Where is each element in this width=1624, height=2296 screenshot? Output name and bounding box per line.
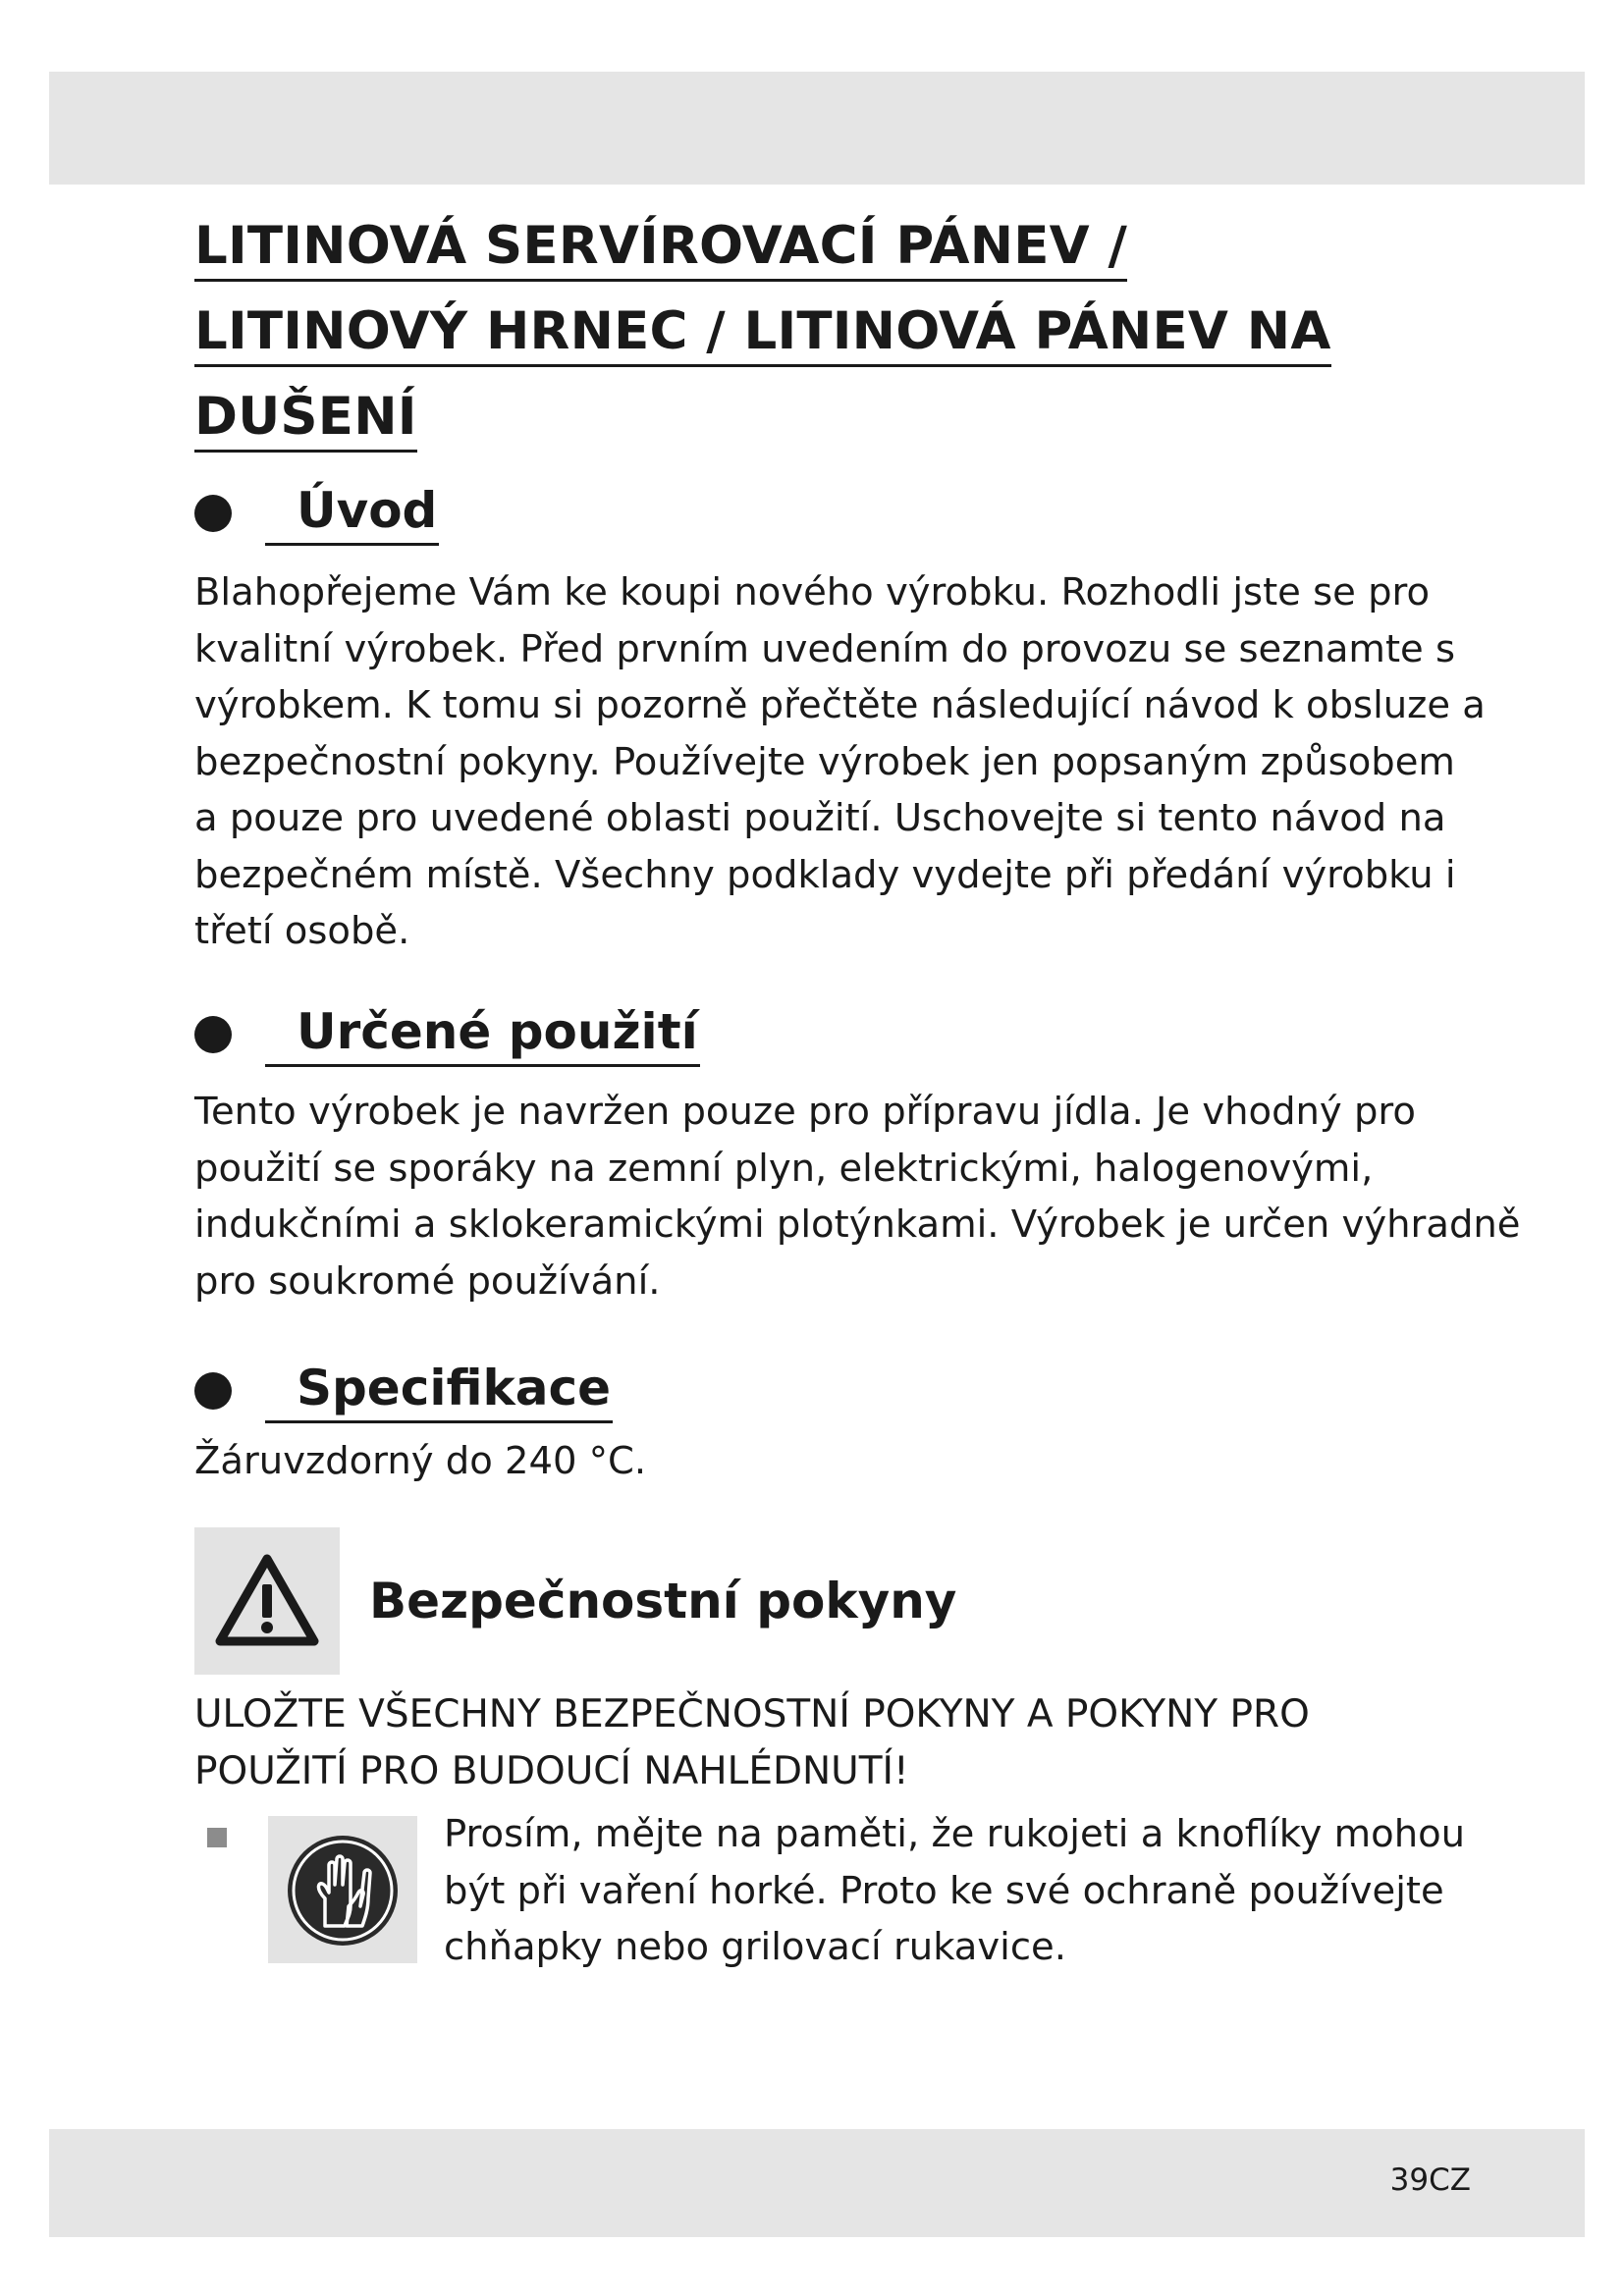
safety-caps-notice (194, 1686, 1310, 1800)
protective-gloves-icon (268, 1816, 417, 1963)
intro-line: výrobkem. K tomu si pozorně přečtěte následující návod k obsluze a (194, 683, 1486, 727)
footer-band (49, 2129, 1585, 2237)
warning-triangle-icon (194, 1527, 340, 1675)
page-title-line-2: LITINOVÝ HRNEC / LITINOVÁ PÁNEV NA (194, 299, 1331, 367)
section-title-intro: Úvod (265, 480, 439, 546)
intended-use-line: Tento výrobek je navržen pouze pro přípravu jídla. Je vhodný pro (194, 1090, 1416, 1134)
safety-caps-line: ULOŽTE VŠECHNY BEZPEČNOSTNÍ POKYNY A POKYNY PRO (194, 1692, 1310, 1736)
intended-use-line: pro soukromé používání. (194, 1258, 661, 1304)
safety-item-line: být při vaření horké. Proto ke své ochraně používejte (444, 1868, 1444, 1913)
header-band (49, 72, 1585, 185)
safety-item-gloves-text (444, 1806, 1465, 1976)
safety-item-line: chňapky nebo grilovací rukavice. (444, 1925, 1066, 1969)
specification-text: Žáruvzdorný do 240 °C. (194, 1439, 647, 1483)
intro-line: třetí osobě. (194, 909, 410, 953)
safety-caps-line: POUŽITÍ PRO BUDOUCÍ NAHLÉDNUTÍ! (194, 1749, 909, 1793)
protective-gloves-svg (268, 1816, 417, 1963)
page-title-line-3: DUŠENÍ (194, 385, 417, 453)
safety-item-line: Prosím, mějte na paměti, že rukojeti a knoflíky mohou (444, 1812, 1466, 1856)
safety-heading: Bezpečnostní pokyny (369, 1573, 957, 1629)
intro-paragraph (194, 564, 1486, 960)
section-title-intended-use: Určené použití (265, 1001, 700, 1067)
round-bullet-icon (194, 1372, 232, 1410)
page-title (194, 208, 1331, 464)
warning-triangle-svg (194, 1527, 340, 1675)
page-title-line-1: LITINOVÁ SERVÍROVACÍ PÁNEV / (194, 214, 1127, 282)
intended-use-line: použití se sporáky na zemní plyn, elektrickými, halogenovými, (194, 1146, 1374, 1191)
section-heading-intended-use (194, 1001, 700, 1067)
intro-line: Blahopřejeme Vám ke koupi nového výrobku. Rozhodli jste se pro (194, 570, 1431, 614)
round-bullet-icon (194, 495, 232, 532)
intro-line: kvalitní výrobek. Před prvním uvedením do provozu se seznamte s (194, 626, 1456, 671)
intro-line: bezpečnostní pokyny. Používejte výrobek jen popsaným způsobem (194, 739, 1455, 784)
intro-line: a pouze pro uvedené oblasti použití. Uschovejte si tento návod na (194, 796, 1446, 840)
section-heading-intro (194, 480, 439, 546)
page-number: 39CZ (1389, 2163, 1471, 2198)
square-bullet-icon (207, 1828, 227, 1847)
intended-use-paragraph (194, 1084, 1520, 1309)
section-heading-specification (194, 1358, 613, 1423)
round-bullet-icon (194, 1016, 232, 1053)
section-title-specification: Specifikace (265, 1358, 613, 1423)
intended-use-line: indukčními a sklokeramickými plotýnkami. Výrobek je určen výhradně (194, 1202, 1521, 1247)
intro-line: bezpečném místě. Všechny podklady vydejte při předání výrobku i (194, 852, 1456, 897)
